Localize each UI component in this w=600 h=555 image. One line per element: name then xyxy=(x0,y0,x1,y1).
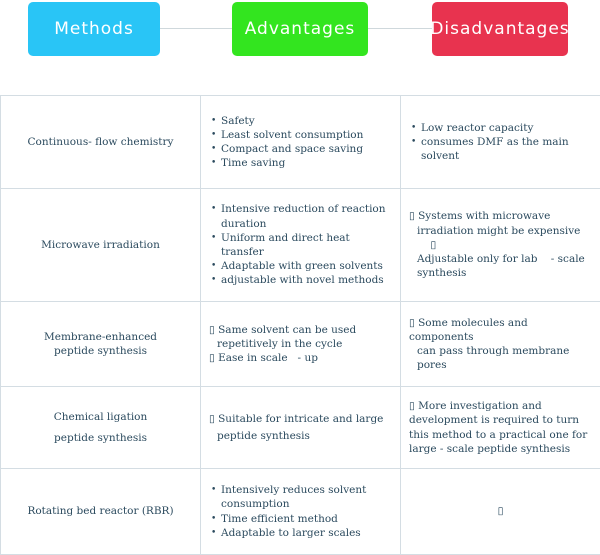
table-row xyxy=(1,302,600,387)
text-line: peptide synthesis xyxy=(209,429,394,443)
text-line: ▯ Ease in scale - up xyxy=(209,351,394,365)
table-row xyxy=(1,469,600,555)
text-line: can pass through membrane pores xyxy=(409,344,594,372)
list-item: • Uniform and direct heat transfer xyxy=(209,231,394,259)
text-line: development is required to turn xyxy=(409,413,594,427)
list-item: • Intensively reduces solvent consumption xyxy=(209,483,394,511)
header-connector xyxy=(160,28,232,29)
text-line: Adjustable only for lab - scale xyxy=(409,252,594,266)
methods-header: Methods xyxy=(28,2,160,56)
advantages-cell xyxy=(201,387,401,469)
method-name: peptide synthesis xyxy=(9,344,192,358)
list-item: • Adaptable to larger scales xyxy=(209,526,394,540)
advantages-list xyxy=(209,202,394,287)
text-line: ▯ Some molecules and components xyxy=(409,316,594,344)
comparison-table xyxy=(0,95,600,555)
method-name: Chemical ligation xyxy=(9,410,192,424)
list-item: • Compact and space saving xyxy=(209,142,394,156)
text-line: large - scale peptide synthesis xyxy=(409,442,594,456)
disadvantages-cell xyxy=(401,387,600,469)
text-line: ▯ Same solvent can be used xyxy=(209,323,394,337)
list-item: • consumes DMF as the main solvent xyxy=(409,135,594,163)
list-item: • Time efficient method xyxy=(209,512,394,526)
method-cell xyxy=(1,189,201,302)
text-line: ▯ Suitable for intricate and large xyxy=(209,412,394,426)
list-item: • Low reactor capacity xyxy=(409,121,594,135)
method-cell xyxy=(1,469,201,555)
method-cell xyxy=(1,96,201,189)
method-name: Continuous- flow chemistry xyxy=(28,136,174,148)
method-name: peptide synthesis xyxy=(9,431,192,445)
header-connector xyxy=(368,28,432,29)
advantages-cell xyxy=(201,302,401,387)
disadvantages-list xyxy=(409,121,594,164)
table-row xyxy=(1,387,600,469)
text-line: synthesis xyxy=(409,266,594,280)
disadvantages-cell xyxy=(401,469,600,555)
list-item: • Intensive reduction of reaction duration xyxy=(209,202,394,230)
advantages-cell xyxy=(201,469,401,555)
disadvantages-header: Disadvantages xyxy=(432,2,568,56)
text-line: ▯ Systems with microwave xyxy=(409,209,594,223)
text-line: irradiation might be expensive ▯ xyxy=(409,224,594,252)
method-cell xyxy=(1,302,201,387)
text-line: ▯ xyxy=(498,505,504,517)
table-row xyxy=(1,189,600,302)
advantages-cell xyxy=(201,189,401,302)
advantages-list xyxy=(209,114,394,171)
list-item: • Safety xyxy=(209,114,394,128)
text-line: repetitively in the cycle xyxy=(209,337,394,351)
disadvantages-cell xyxy=(401,302,600,387)
text-line: this method to a practical one for xyxy=(409,428,594,442)
disadvantages-cell xyxy=(401,96,600,189)
list-item: • Adaptable with green solvents xyxy=(209,259,394,273)
advantages-header: Advantages xyxy=(232,2,368,56)
list-item: • Least solvent consumption xyxy=(209,128,394,142)
table-row xyxy=(1,96,600,189)
advantages-cell xyxy=(201,96,401,189)
method-cell xyxy=(1,387,201,469)
disadvantages-cell xyxy=(401,189,600,302)
method-name: Rotating bed reactor (RBR) xyxy=(27,505,173,517)
text-line: ▯ More investigation and xyxy=(409,399,594,413)
advantages-list xyxy=(209,483,394,540)
method-name: Microwave irradiation xyxy=(41,239,160,251)
method-name: Membrane-enhanced xyxy=(9,330,192,344)
list-item: • adjustable with novel methods xyxy=(209,273,394,287)
list-item: • Time saving xyxy=(209,156,394,170)
